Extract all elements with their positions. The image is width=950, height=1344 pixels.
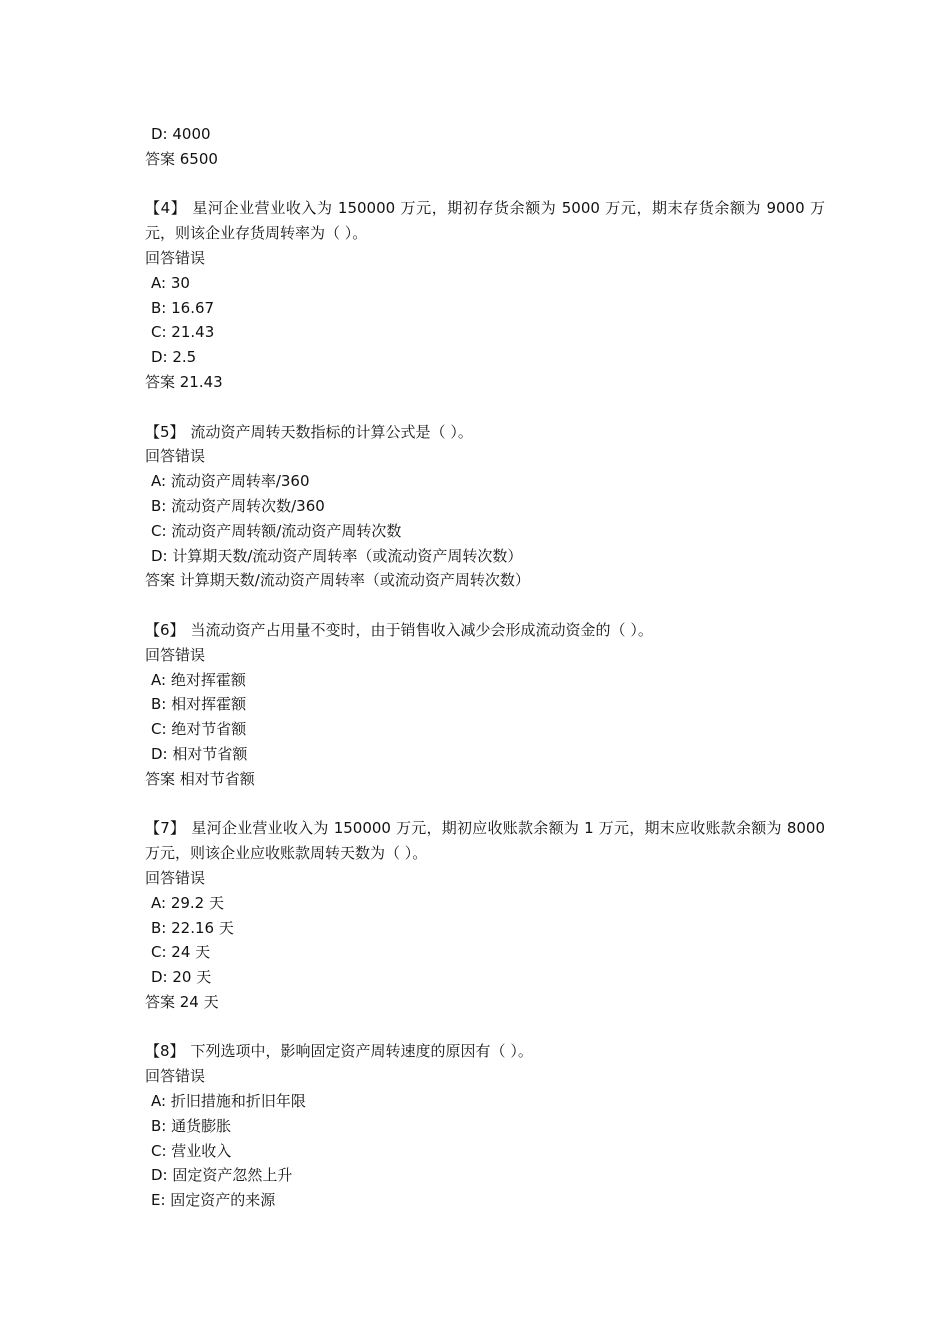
option-b: B: 流动资产周转次数/360 (151, 496, 325, 515)
option-d: D: 相对节省额 (151, 744, 248, 763)
question-4 (145, 196, 825, 394)
answer-status: 回答错误 (145, 645, 206, 664)
question-text: 星河企业营业收入为 150000 万元，期初存货余额为 5000 万元，期末存货余额为 9000 万元，则该企业存货周转率为（ ）。 (145, 199, 825, 243)
answer-line: 答案 6500 (145, 149, 218, 168)
question-stem (145, 1039, 825, 1064)
option-a: A: 绝对挥霍额 (151, 670, 246, 689)
answer-status: 回答错误 (145, 868, 206, 887)
spacer (145, 395, 825, 420)
question-number: 【7】 (145, 819, 186, 838)
option-a: A: 折旧措施和折旧年限 (151, 1092, 306, 1111)
question-text: 下列选项中，影响固定资产周转速度的原因有（ ）。 (190, 1042, 533, 1061)
question-stem (145, 618, 825, 643)
option-c: C: 24 天 (151, 943, 211, 962)
question-text: 流动资产周转天数指标的计算公式是（ ）。 (190, 422, 473, 441)
question-stem (145, 816, 825, 866)
question-text: 星河企业营业收入为 150000 万元，期初应收账款余额为 1 万元，期末应收账款余额为 8000 万元，则该企业应收账款周转天数为（ ）。 (145, 819, 825, 863)
question-8 (145, 1039, 825, 1213)
option-d: D: 计算期天数/流动资产周转率（或流动资产周转次数） (151, 546, 523, 565)
option-d: D: 4000 (151, 125, 211, 143)
spacer (145, 593, 825, 618)
option-d: D: 固定资产忽然上升 (151, 1166, 293, 1185)
answer-line: 答案 21.43 (145, 372, 223, 391)
option-b: B: 通货膨胀 (151, 1116, 232, 1135)
question-stem (145, 196, 825, 246)
option-d: D: 20 天 (151, 968, 212, 987)
option-d: D: 2.5 (151, 348, 197, 367)
option-b: B: 相对挥霍额 (151, 695, 247, 714)
question-stem (145, 420, 825, 445)
answer-status: 回答错误 (145, 248, 206, 267)
answer-line: 答案 计算期天数/流动资产周转率（或流动资产周转次数） (145, 571, 530, 590)
question-5 (145, 420, 825, 594)
exam-review-page (145, 122, 825, 1213)
spacer (145, 1015, 825, 1040)
question-text: 当流动资产占用量不变时，由于销售收入减少会形成流动资金的（ ）。 (190, 620, 653, 639)
spacer (145, 172, 825, 197)
question-7 (145, 816, 825, 1014)
question-6 (145, 618, 825, 792)
answer-status: 回答错误 (145, 1067, 206, 1086)
option-c: C: 绝对节省额 (151, 720, 247, 739)
option-c: C: 21.43 (151, 323, 215, 342)
answer-status: 回答错误 (145, 447, 206, 466)
option-e: E: 固定资产的来源 (151, 1191, 276, 1210)
answer-line: 答案 24 天 (145, 992, 219, 1011)
question-number: 【8】 (145, 1042, 185, 1061)
option-b: B: 16.67 (151, 298, 215, 317)
answer-line: 答案 相对节省额 (145, 769, 255, 788)
question-number: 【4】 (145, 199, 187, 218)
question-number: 【5】 (145, 422, 185, 441)
question-number: 【6】 (145, 620, 185, 639)
option-c: C: 营业收入 (151, 1141, 232, 1160)
option-a: A: 流动资产周转率/360 (151, 472, 310, 491)
option-b: B: 22.16 天 (151, 918, 234, 937)
option-a: A: 30 (151, 273, 190, 292)
spacer (145, 792, 825, 817)
option-c: C: 流动资产周转额/流动资产周转次数 (151, 521, 402, 540)
option-a: A: 29.2 天 (151, 893, 224, 912)
